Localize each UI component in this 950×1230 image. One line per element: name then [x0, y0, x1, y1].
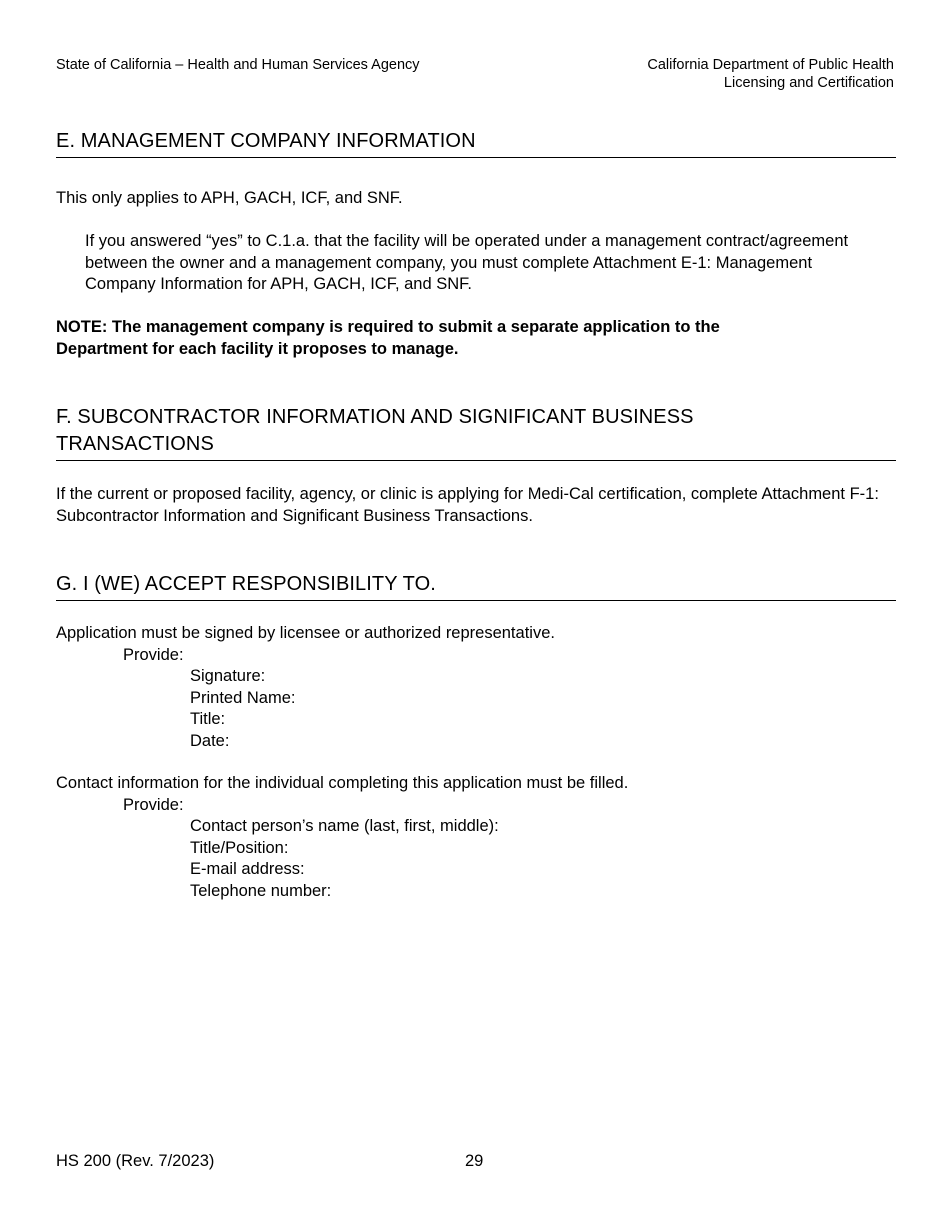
contact-item-name: Contact person’s name (last, first, middle):: [190, 817, 499, 835]
section-f-title: [56, 404, 896, 461]
header-department-line2: Licensing and Certification: [723, 75, 894, 91]
signing-item-printed-name: Printed Name:: [190, 689, 296, 707]
section-f-text: If the current or proposed facility, agency, or clinic is applying for Medi-Cal certification, complete Attachment F-1: Subcontractor Information and Significant Business Transactions.: [56, 485, 879, 525]
section-g-title: G. I (WE) ACCEPT RESPONSIBILITY TO.: [56, 571, 896, 601]
contact-item-email: E-mail address:: [190, 860, 305, 878]
section-f-title-text: F. SUBCONTRACTOR INFORMATION AND SIGNIFICANT BUSINESS TRANSACTIONS: [56, 406, 694, 455]
section-e-title: E. MANAGEMENT COMPANY INFORMATION: [56, 128, 896, 158]
signing-provide-label: Provide:: [123, 646, 184, 664]
footer-form-id: HS 200 (Rev. 7/2023): [56, 1152, 215, 1170]
section-e-note: NOTE: The management company is required to submit a separate application to the Department for each facility it proposes to manage.: [56, 318, 720, 358]
header-department: [647, 56, 894, 92]
section-e-instruction: If you answered “yes” to C.1.a. that the facility will be operated under a management contract/agreement between the owner and a management company, you must complete Attachment E-1: Management Company Information for APH, GACH, ICF, and SNF.: [85, 232, 849, 293]
section-e-applies: This only applies to APH, GACH, ICF, and SNF.: [56, 189, 403, 207]
signing-item-signature: Signature:: [190, 667, 266, 685]
signing-intro: Application must be signed by licensee or authorized representative.: [56, 624, 555, 642]
header-department-line1: California Department of Public Health: [647, 57, 894, 73]
signing-item-date: Date:: [190, 732, 230, 750]
document-page: [56, 0, 896, 1230]
contact-item-telephone: Telephone number:: [190, 882, 332, 900]
contact-item-title-position: Title/Position:: [190, 839, 289, 857]
signing-item-title: Title:: [190, 710, 226, 728]
footer-page-number: 29: [465, 1152, 484, 1170]
contact-intro: Contact information for the individual completing this application must be filled.: [56, 774, 629, 792]
contact-provide-label: Provide:: [123, 796, 184, 814]
header-agency: State of California – Health and Human Services Agency: [56, 57, 420, 73]
